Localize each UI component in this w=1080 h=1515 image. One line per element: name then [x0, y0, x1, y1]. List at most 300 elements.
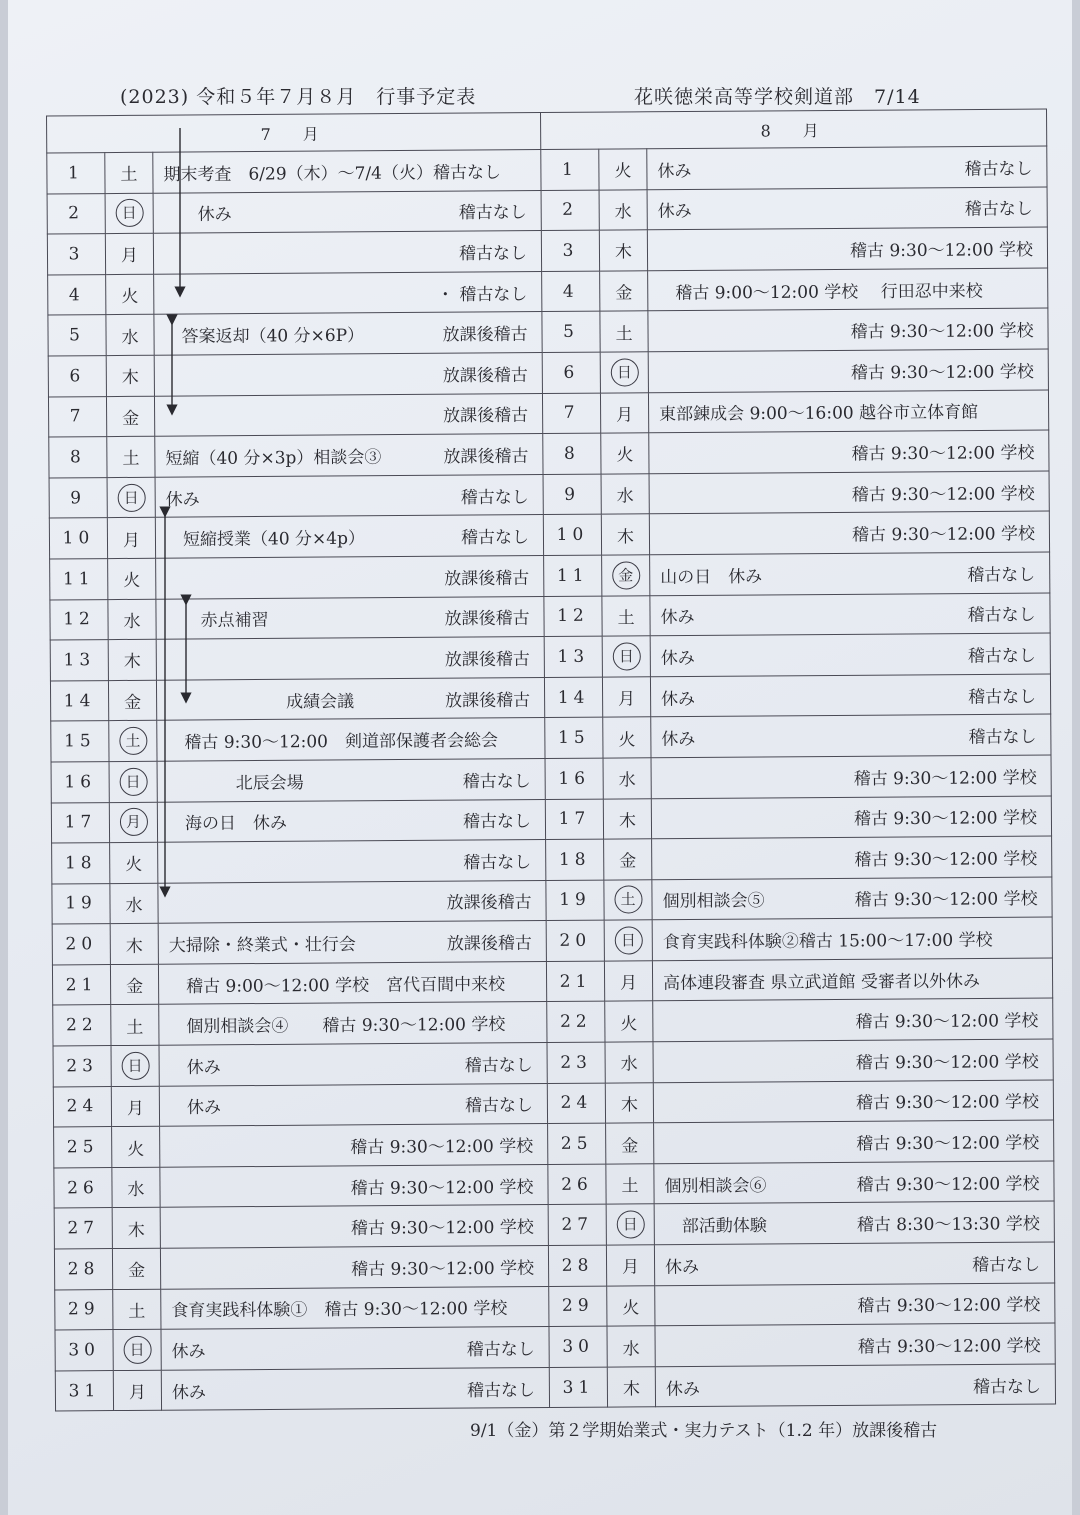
july-event-cell [155, 434, 543, 477]
august-practice-text: 稽古なし [968, 727, 1037, 748]
august-event-cell [653, 998, 1053, 1041]
august-event-text: 稽古 9:00〜12:00 学校 行田忍中来校 [658, 281, 983, 304]
table-row [50, 552, 1050, 600]
table-row [47, 227, 1047, 275]
club-name-date: 花咲徳栄高等学校剣道部 7/14 [634, 86, 921, 108]
table-row [50, 633, 1050, 681]
table-row [52, 958, 1052, 1006]
holiday-circle-mark: 日 [610, 358, 638, 386]
august-practice-text: 稽古 9:30〜12:00 学校 [853, 808, 1038, 830]
august-day-number: 23 [547, 1042, 605, 1083]
august-event-text: 休み [660, 607, 695, 629]
august-event-cell [648, 349, 1048, 392]
july-practice-text: 稽古なし [462, 811, 532, 833]
august-event-cell [649, 430, 1049, 473]
august-practice-text: 稽古 9:30〜12:00 学校 [857, 1336, 1041, 1358]
july-event-cell [156, 677, 544, 720]
holiday-circle-mark: 日 [117, 483, 145, 511]
weekday-label: 水 [125, 895, 143, 916]
july-event-text: 休み [171, 1341, 206, 1363]
july-weekday [109, 802, 157, 843]
table-row [54, 1242, 1054, 1290]
july-event-cell [155, 474, 543, 517]
july-day-number: 14 [50, 680, 108, 721]
weekday-label: 土 [617, 608, 635, 629]
july-event-text: 稽古 9:30〜12:00 剣道部保護者会総会 [167, 730, 499, 754]
july-event-cell [159, 1043, 547, 1086]
weekday-label: 水 [622, 1338, 640, 1360]
table-row [48, 390, 1048, 438]
august-day-number: 15 [545, 717, 603, 758]
weekday-label: 水 [618, 770, 636, 791]
august-weekday [600, 271, 648, 312]
july-event-text: 休み [171, 1382, 207, 1403]
august-day-number: 30 [549, 1326, 607, 1367]
july-weekday [107, 436, 155, 477]
july-weekday [106, 315, 154, 356]
july-day-number: 16 [51, 761, 109, 802]
july-weekday [113, 1329, 161, 1370]
july-event-cell [160, 1205, 548, 1248]
july-event-cell [154, 353, 542, 396]
july-day-number: 3 [47, 234, 105, 275]
august-weekday [599, 149, 647, 190]
july-day-number: 29 [55, 1289, 113, 1330]
july-day-number: 30 [55, 1330, 113, 1371]
july-day-number: 28 [54, 1249, 112, 1290]
weekday-label: 水 [620, 1054, 638, 1075]
weekday-label: 月 [618, 689, 636, 710]
july-day-number: 24 [53, 1086, 111, 1127]
august-event-cell [652, 877, 1052, 920]
july-day-number: 31 [55, 1370, 113, 1411]
holiday-circle-mark: 月 [119, 808, 147, 836]
august-day-number: 3 [541, 230, 599, 271]
table-row [53, 998, 1053, 1046]
august-event-cell [653, 1080, 1053, 1123]
july-practice-text: 放課後稽古 [442, 324, 528, 346]
table-row [51, 795, 1051, 843]
july-event-text: 大掃除・終業式・壮行会 [168, 934, 356, 957]
august-day-number: 4 [542, 271, 600, 312]
august-event-cell [647, 227, 1047, 270]
august-day-number: 24 [547, 1083, 605, 1124]
july-day-number: 27 [54, 1208, 112, 1249]
table-row [55, 1283, 1055, 1331]
august-day-number: 29 [549, 1286, 607, 1327]
august-day-number: 25 [548, 1123, 606, 1164]
table-row [48, 268, 1048, 316]
july-event-text: 個別相談会④ 稽古 9:30〜12:00 学校 [169, 1015, 506, 1038]
august-practice-text: 稽古 9:30〜12:00 学校 [855, 1092, 1040, 1114]
august-day-number: 7 [542, 393, 600, 434]
august-event-cell [648, 268, 1048, 311]
weekday-label: 月 [126, 1098, 145, 1119]
july-event-cell [161, 1286, 549, 1329]
july-event-text: 北辰会場 [167, 772, 304, 794]
august-event-cell [647, 146, 1047, 189]
august-practice-text: 稽古 9:30〜12:00 学校 [851, 443, 1035, 465]
july-day-number: 15 [51, 721, 109, 762]
august-weekday [604, 961, 652, 1002]
july-weekday [108, 680, 156, 721]
table-row [48, 308, 1048, 356]
july-event-cell [161, 1367, 549, 1410]
july-event-text: 海の日 休み [167, 813, 288, 835]
july-weekday [105, 193, 153, 234]
august-weekday [603, 798, 651, 839]
july-practice-text: 放課後稽古 [446, 933, 532, 955]
july-weekday [112, 1167, 160, 1208]
weekday-label: 火 [614, 161, 632, 182]
weekday-label: 月 [620, 973, 638, 994]
table-row [54, 1201, 1054, 1249]
august-practice-text: 稽古なし [964, 199, 1033, 220]
august-event-cell [648, 390, 1048, 433]
weekday-label: 月 [616, 405, 634, 426]
table-row [50, 593, 1050, 641]
july-day-number: 7 [48, 396, 106, 437]
august-practice-text: 稽古なし [972, 1254, 1041, 1276]
july-weekday [110, 964, 158, 1005]
july-day-number: 18 [52, 843, 110, 884]
july-day-number: 20 [52, 924, 110, 965]
weekday-label: 水 [614, 202, 632, 223]
holiday-circle-mark: 土 [119, 727, 147, 755]
holiday-circle-mark: 金 [612, 561, 640, 589]
august-event-cell [650, 552, 1050, 595]
july-event-cell [157, 799, 545, 842]
july-event-cell [160, 1124, 548, 1167]
july-weekday [107, 518, 155, 559]
july-event-cell [158, 840, 546, 883]
july-weekday [106, 355, 154, 396]
august-event-cell [652, 917, 1052, 960]
july-weekday [113, 1370, 161, 1411]
august-practice-text: 稽古なし [972, 1376, 1042, 1398]
july-weekday [109, 721, 157, 762]
july-event-text: 食育実践科体験① 稽古 9:30〜12:00 学校 [171, 1299, 508, 1322]
july-practice-text: 稽古なし [458, 243, 528, 265]
july-practice-text: 稽古なし [462, 771, 531, 792]
august-day-number: 8 [543, 433, 601, 474]
august-day-number: 14 [544, 677, 602, 718]
weekday-label: 水 [127, 1179, 145, 1201]
weekday-label: 金 [621, 1135, 639, 1157]
july-day-number: 13 [50, 640, 108, 681]
august-weekday [601, 433, 649, 474]
weekday-label: 金 [122, 408, 140, 429]
table-row [52, 836, 1052, 884]
august-weekday [607, 1285, 655, 1326]
august-practice-text: 稽古 9:30〜12:00 学校 [856, 1173, 1040, 1196]
july-practice-text: 稽古なし [458, 203, 527, 224]
july-practice-text: 稽古なし [464, 1096, 534, 1117]
august-event-cell [650, 633, 1050, 676]
weekday-label: 木 [616, 527, 635, 548]
august-weekday [601, 514, 649, 555]
month-header-july: 7 月 [47, 113, 541, 153]
august-weekday [600, 392, 648, 433]
august-event-text: 休み [661, 729, 696, 750]
table-row [47, 146, 1047, 194]
july-practice-text: 稽古 9:30〜12:00 学校 [350, 1217, 534, 1240]
july-practice-text: 稽古 9:30〜12:00 学校 [351, 1258, 535, 1280]
august-event-text: 高体連段審査 県立武道館 受審者以外休み [663, 971, 980, 994]
table-row [49, 511, 1049, 559]
july-event-cell [153, 190, 541, 233]
august-weekday [602, 677, 650, 718]
august-event-text: 休み [665, 1257, 700, 1278]
weekday-label: 土 [615, 324, 633, 345]
august-event-text: 休み [661, 688, 696, 710]
july-event-cell [159, 1083, 547, 1126]
august-practice-text: 稽古なし [967, 564, 1036, 586]
august-event-cell [651, 714, 1051, 757]
august-event-text: 個別相談会⑥ [664, 1175, 767, 1197]
august-day-number: 13 [544, 636, 602, 677]
august-event-text: 休み [660, 648, 695, 669]
paper-sheet [8, 0, 1072, 1515]
weekday-label: 木 [125, 936, 143, 957]
july-practice-text: 稽古なし [463, 852, 532, 873]
august-day-number: 2 [541, 190, 599, 231]
table-row [51, 755, 1051, 803]
weekday-label: 土 [122, 449, 140, 470]
august-day-number: 27 [548, 1205, 606, 1246]
july-weekday [110, 883, 158, 924]
july-event-cell [161, 1327, 549, 1370]
weekday-label: 土 [128, 1301, 146, 1322]
footer-note: 9/1（金）第２学期始業式・実力テスト（1.2 年）放課後稽古 [470, 1421, 938, 1441]
august-weekday [607, 1326, 655, 1367]
july-event-cell [157, 718, 545, 761]
july-weekday [110, 924, 158, 965]
holiday-circle-mark: 日 [616, 1211, 644, 1239]
weekday-label: 月 [128, 1382, 147, 1404]
schedule-title: (2023) 令和５年７月８月 行事予定表 [120, 86, 477, 108]
august-weekday [607, 1367, 655, 1408]
holiday-circle-mark: 土 [614, 886, 642, 914]
august-event-cell [654, 1242, 1054, 1285]
august-event-cell [652, 836, 1052, 879]
august-event-cell [647, 187, 1047, 230]
july-day-number: 8 [49, 437, 107, 478]
august-event-text: 食育実践科体験②稽古 15:00〜17:00 学校 [662, 930, 993, 953]
weekday-label: 金 [124, 692, 142, 713]
july-day-number: 23 [53, 1046, 111, 1087]
august-day-number: 6 [542, 352, 600, 393]
august-day-number: 11 [544, 555, 602, 596]
july-practice-text: 稽古 9:30〜12:00 学校 [350, 1177, 534, 1199]
weekday-label: 月 [120, 246, 139, 267]
august-event-cell [654, 1201, 1054, 1244]
august-day-number: 22 [547, 1002, 605, 1043]
july-event-cell [154, 393, 542, 436]
august-event-cell [653, 1039, 1053, 1082]
august-weekday [605, 1042, 653, 1083]
july-day-number: 11 [50, 559, 108, 600]
july-event-cell [160, 1164, 548, 1207]
july-practice-text: 放課後稽古 [443, 405, 529, 427]
july-event-cell [153, 231, 541, 274]
weekday-label: 木 [614, 242, 633, 264]
july-weekday [112, 1208, 160, 1249]
july-event-cell [156, 637, 544, 680]
july-practice-text: 稽古なし [460, 487, 529, 508]
july-event-cell [156, 596, 544, 639]
july-practice-text: 稽古なし [466, 1339, 535, 1361]
august-practice-text: 稽古 9:30〜12:00 学校 [850, 361, 1034, 384]
july-event-text: 成績会議 [167, 691, 355, 713]
july-weekday [111, 1045, 159, 1086]
august-practice-text: 稽古 8:30〜13:30 学校 [856, 1214, 1040, 1236]
table-row [52, 877, 1052, 925]
july-weekday [105, 233, 153, 274]
july-weekday [108, 639, 156, 680]
august-event-cell [655, 1283, 1055, 1326]
august-day-number: 21 [546, 961, 604, 1002]
july-event-text: 稽古 9:00〜12:00 学校 宮代百間中来校 [169, 974, 506, 997]
july-weekday [106, 396, 154, 437]
july-weekday [111, 1005, 159, 1046]
weekday-label: 木 [622, 1379, 641, 1400]
july-practice-text: 放課後稽古 [443, 446, 529, 468]
august-event-text: 休み [665, 1379, 701, 1400]
july-practice-text: 稽古 9:30〜12:00 学校 [350, 1136, 534, 1158]
august-event-cell [650, 674, 1050, 717]
july-practice-text: 放課後稽古 [444, 568, 530, 589]
weekday-label: 火 [123, 571, 141, 592]
august-event-text: 東部錬成会 9:00〜16:00 越谷市立体育館 [659, 402, 979, 426]
august-event-text: 部活動体験 [664, 1216, 767, 1237]
july-event-cell [159, 1002, 547, 1045]
weekday-label: 木 [618, 811, 637, 832]
august-event-text: 山の日 休み [660, 566, 763, 588]
table-row [54, 1120, 1054, 1168]
weekday-label: 火 [127, 1139, 145, 1160]
weekday-label: 月 [622, 1257, 640, 1278]
july-event-text: 休み [165, 489, 200, 510]
july-event-cell [155, 515, 543, 558]
july-event-text: 休み [169, 1057, 221, 1079]
july-practice-text: 稽古なし [460, 527, 530, 549]
august-day-number: 17 [545, 799, 603, 840]
august-event-cell [652, 958, 1052, 1001]
august-weekday [605, 1082, 653, 1123]
august-day-number: 5 [542, 312, 600, 353]
july-day-number: 10 [49, 518, 107, 559]
weekday-label: 水 [121, 327, 139, 348]
august-day-number: 20 [546, 920, 604, 961]
weekday-label: 土 [621, 1176, 639, 1197]
table-row [53, 1080, 1053, 1128]
august-day-number: 31 [549, 1367, 607, 1408]
july-event-cell [158, 961, 546, 1004]
august-practice-text: 稽古 9:30〜12:00 学校 [855, 1051, 1039, 1074]
august-practice-text: 稽古 9:30〜12:00 学校 [854, 848, 1038, 871]
august-event-cell [649, 511, 1049, 554]
july-practice-text: 稽古なし [466, 1380, 536, 1401]
july-practice-text: 放課後稽古 [445, 690, 531, 711]
july-weekday [106, 274, 154, 315]
table-row [49, 430, 1049, 478]
august-event-cell [654, 1120, 1054, 1163]
weekday-label: 水 [616, 486, 634, 507]
august-day-number: 9 [543, 474, 601, 515]
july-event-cell [154, 271, 542, 314]
holiday-circle-mark: 日 [612, 642, 640, 670]
july-weekday [112, 1126, 160, 1167]
july-weekday [108, 599, 156, 640]
august-weekday [605, 1001, 653, 1042]
july-event-text: 赤点補習 [166, 610, 269, 632]
july-practice-text: 稽古なし [464, 1055, 533, 1076]
weekday-label: 木 [123, 652, 141, 673]
weekday-label: 火 [125, 855, 143, 876]
weekday-label: 金 [615, 283, 633, 304]
holiday-circle-mark: 日 [123, 1336, 151, 1364]
august-practice-text: 稽古 9:30〜12:00 学校 [856, 1133, 1040, 1155]
july-practice-text: 放課後稽古 [446, 893, 532, 914]
july-weekday [109, 761, 157, 802]
table-row [48, 349, 1048, 397]
august-weekday [600, 352, 648, 393]
august-weekday [604, 839, 652, 880]
table-row [51, 714, 1051, 762]
august-weekday [606, 1123, 654, 1164]
august-event-cell [655, 1364, 1055, 1407]
table-row [53, 1039, 1053, 1087]
holiday-circle-mark: 日 [121, 1052, 149, 1080]
july-event-text: 期末考査 6/29（木）〜7/4（火）稽古なし [163, 162, 502, 185]
august-practice-text: 稽古 9:30〜12:00 学校 [849, 240, 1034, 262]
august-day-number: 16 [545, 758, 603, 799]
july-event-cell [158, 921, 546, 964]
august-weekday [603, 758, 651, 799]
july-day-number: 9 [49, 477, 107, 518]
august-weekday [606, 1164, 654, 1205]
august-event-cell [654, 1161, 1054, 1204]
july-event-cell [156, 555, 544, 598]
august-practice-text: 稽古なし [967, 605, 1036, 626]
july-day-number: 26 [54, 1167, 112, 1208]
july-weekday [111, 1086, 159, 1127]
august-day-number: 26 [548, 1164, 606, 1205]
july-event-text: 短縮（40 分×3p）相談会③ [165, 447, 382, 470]
july-day-number: 21 [52, 964, 110, 1005]
weekday-label: 木 [127, 1220, 145, 1241]
july-day-number: 17 [51, 802, 109, 843]
july-event-cell [154, 312, 542, 355]
weekday-label: 火 [616, 445, 634, 466]
august-day-number: 28 [548, 1245, 606, 1286]
table-row [55, 1364, 1055, 1412]
august-practice-text: 稽古 9:30〜12:00 学校 [850, 321, 1034, 343]
august-weekday [603, 717, 651, 758]
holiday-circle-mark: 日 [115, 199, 143, 227]
august-weekday [604, 920, 652, 961]
july-event-text: 休み [163, 205, 232, 226]
august-weekday [606, 1204, 654, 1245]
august-day-number: 12 [544, 596, 602, 637]
weekday-label: 水 [123, 611, 141, 632]
august-day-number: 18 [546, 839, 604, 880]
holiday-circle-mark: 日 [614, 926, 642, 954]
august-day-number: 10 [543, 514, 601, 555]
july-event-cell [158, 880, 546, 923]
july-day-number: 4 [48, 274, 106, 315]
